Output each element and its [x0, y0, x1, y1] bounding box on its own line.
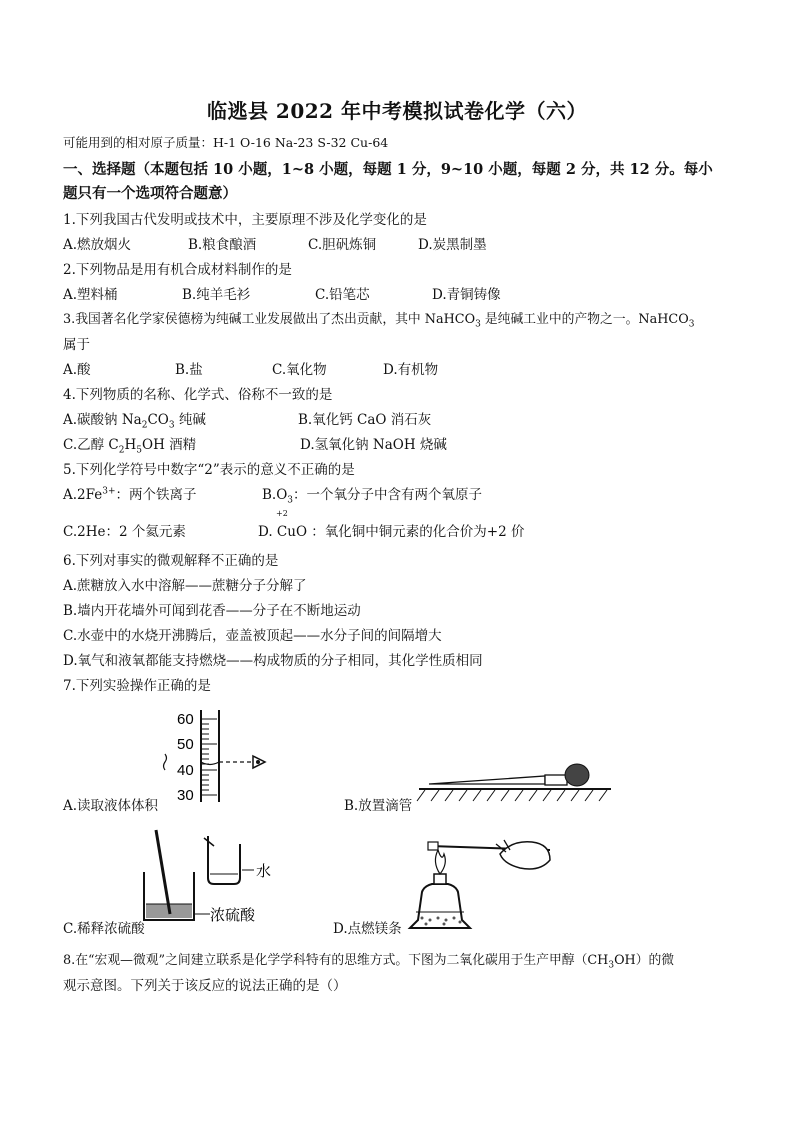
q5-option-d: D. CuO ：氧化铜中铜元素的化合价为+2 价 [258, 524, 525, 540]
q2-option-b: B.纯羊毛衫 [182, 287, 251, 303]
q3-stem: 3.我国著名化学家侯德榜为纯碱工业发展做出了杰出贡献，其中 NaHCO$_3$ 是纯碱工业中的产物之一。NaHCO$_3$ [63, 312, 695, 330]
q6-option-a: A.蔗糖放入水中溶解——蔗糖分子分解了 [63, 578, 307, 594]
section-heading-line1: 一、选择题（本题包括 10 小题，1~8 小题，每题 1 分，9~10 小题，每题 2 分，共 12 分。每小 [63, 161, 713, 178]
page-title: 临逃县 2022 年中考模拟试卷化学（六） [206, 99, 588, 123]
q2-option-a: A.塑料桶 [63, 287, 118, 303]
q7-option-b: B.放置滴管 [344, 798, 413, 814]
q5-option-a: $A.2Fe^{3+}$：两个铁离子 [63, 486, 197, 503]
q6-option-c: C.水壶中的水烧开沸腾后，壶盖被顶起——水分子间的间隔增大 [63, 628, 442, 644]
q6-stem: 6.下列对事实的微观解释不正确的是 [63, 553, 279, 569]
dropper-on-table-figure [415, 755, 615, 805]
q7-stem: 7.下列实验操作正确的是 [63, 678, 211, 694]
q2-option-d: D.青铜铸像 [432, 287, 501, 303]
q3-option-d: D.有机物 [383, 362, 439, 378]
q1-stem: 1.下列我国古代发明或技术中，主要原理不涉及化学变化的是 [63, 212, 427, 228]
q5-stem: 5.下列化学符号中数字“2”表示的意义不正确的是 [63, 462, 355, 478]
q3-option-a: A.酸 [63, 362, 91, 378]
q3-stem-line2: 属于 [63, 337, 90, 353]
q1-option-a: A.燃放烟火 [63, 237, 132, 253]
cyl-tick-40: 40 [177, 762, 194, 779]
q6-option-b: B.墙内开花墙外可闻到花香——分子在不断地运动 [63, 603, 361, 619]
q3-option-b: B.盐 [175, 362, 203, 378]
q4-stem: 4.下列物质的名称、化学式、俗称不一致的是 [63, 387, 333, 403]
section-heading-line2: 题只有一个选项符合题意） [63, 185, 237, 202]
q4-option-d: D.氢氧化钠 NaOH 烧碱 [300, 437, 447, 453]
atomic-masses: 可能用到的相对原子质量：H-1 O-16 Na-23 S-32 Cu-64 [63, 135, 389, 150]
cyl-tick-60: 60 [177, 711, 194, 728]
dilute-acid-figure [130, 828, 290, 928]
cyl-tick-50: 50 [177, 736, 194, 753]
q4-option-a: A.碳酸钠 $Na_2CO_3$ 纯碱 [63, 412, 206, 431]
q4-option-c: C.乙醇 $C_2H_5OH$ 酒精 [63, 437, 197, 456]
q1-option-b: B.粮食酿酒 [188, 237, 257, 253]
q2-stem: 2.下列物品是用有机合成材料制作的是 [63, 262, 292, 278]
q1-option-d: D.炭黑制墨 [418, 237, 487, 253]
water-label: 水 [256, 862, 272, 880]
q8-stem: 8.在“宏观—微观”之间建立联系是化学学科特有的思维方式。下图为二氧化碳用于生产甲醇$(CH_3OH)$的微 [63, 953, 675, 971]
q6-option-d: D.氧气和液氧都能支持燃烧——构成物质的分子相同，其化学性质相同 [63, 653, 483, 669]
q2-option-c: C.铅笔芯 [315, 287, 370, 303]
light-magnesium-figure [400, 832, 560, 932]
graduated-cylinder-figure [145, 704, 275, 804]
q7-option-a: A.读取液体体积 [63, 798, 159, 814]
q8-stem-line2: 观示意图。下列关于该反应的说法正确的是（） [63, 978, 347, 994]
cyl-tick-30: 30 [177, 787, 194, 804]
q5-option-b: $B.O_3$：一个氧分子中含有两个氧原子 [262, 487, 483, 506]
q5-option-c: C.2He：2 个氦元素 [63, 524, 186, 540]
q3-option-c: C.氧化物 [272, 362, 327, 378]
q5-option-d-valence: +2 [276, 509, 288, 518]
q1-option-c: C.胆矾炼铜 [308, 237, 377, 253]
q4-option-b: B.氧化钙 CaO 消石灰 [298, 412, 432, 428]
q7-option-c: C.稀释浓硫酸 [63, 921, 145, 937]
acid-label: 浓硫酸 [210, 906, 256, 924]
q7-option-d: D.点燃镁条 [333, 921, 402, 937]
